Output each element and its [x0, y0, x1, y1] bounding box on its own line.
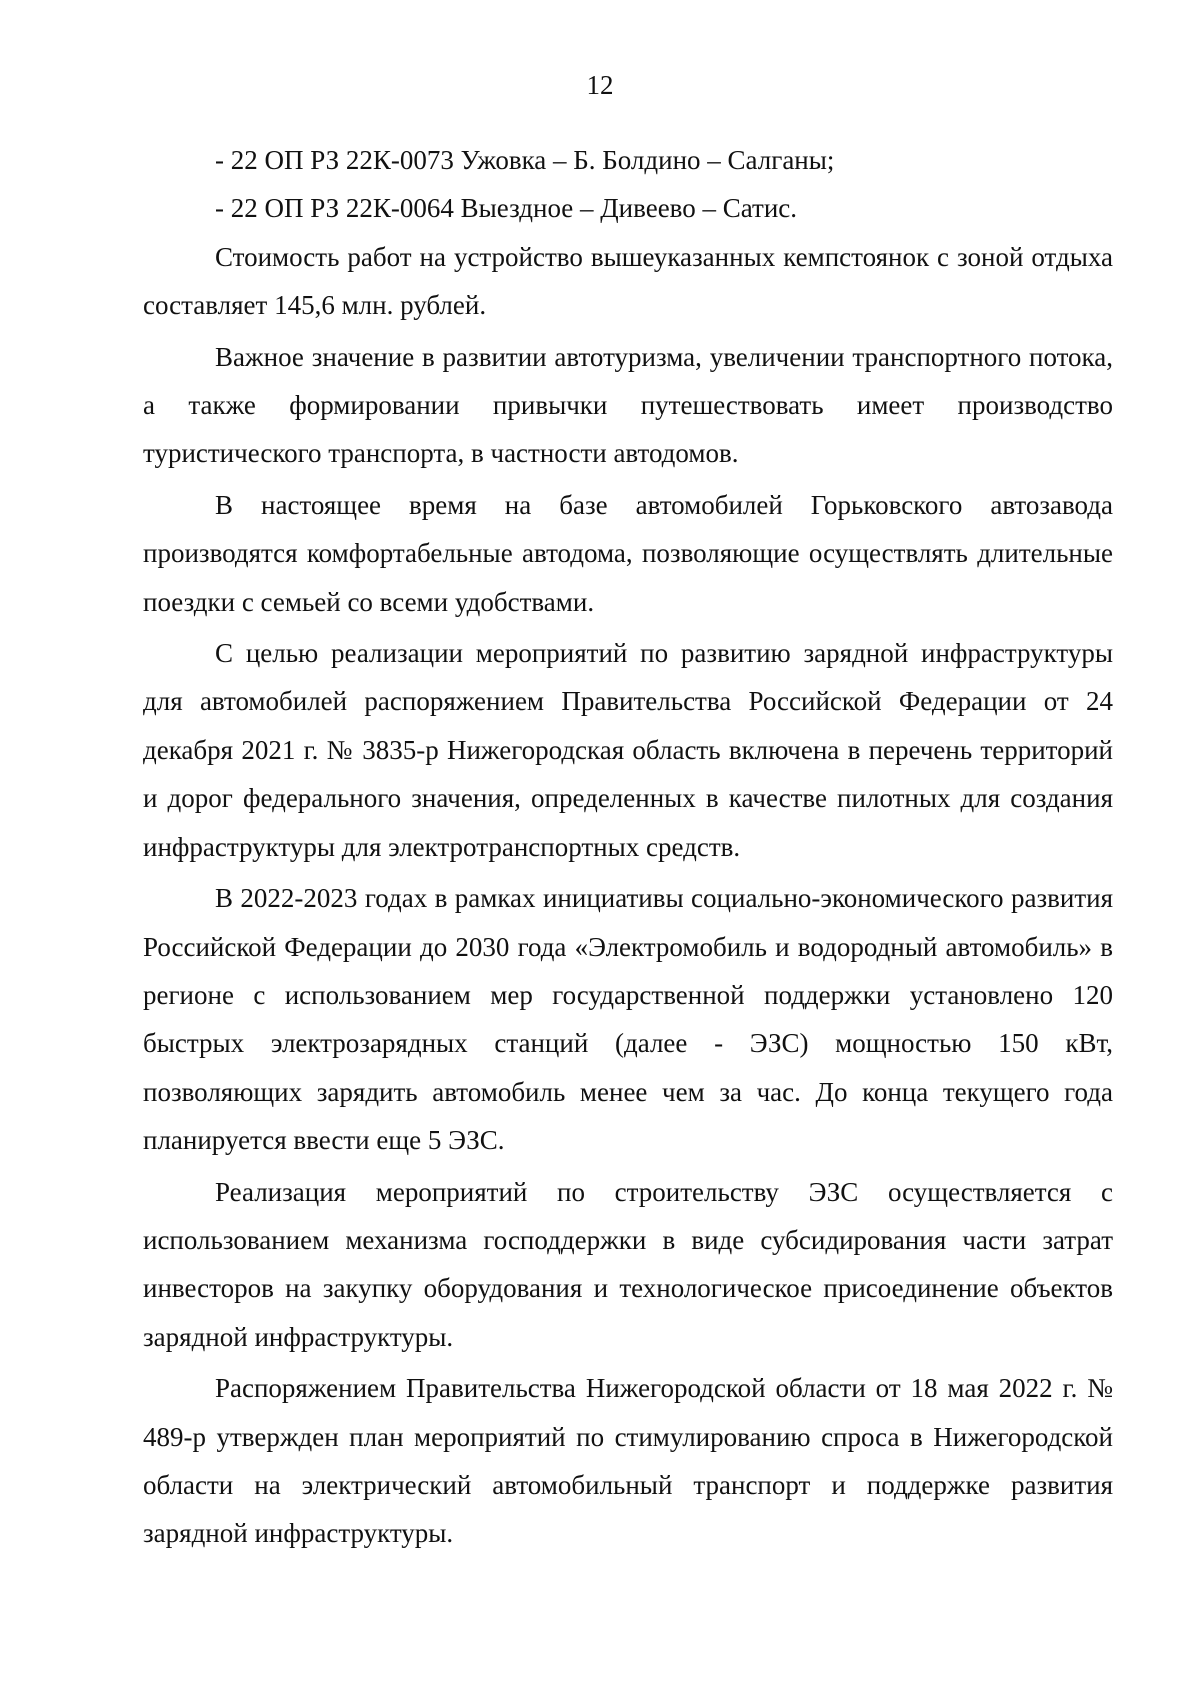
paragraph-campsite-cost: Стоимость работ на устройство вышеуказанных кемпстоянок с зоной отдыха составляет 145,6 млн. рублей. — [143, 241, 1113, 321]
paragraph-state-support: Реализация мероприятий по строительству ЭЗС осуществляется с использованием механизма господдержки в виде субсидирования части затрат инвесторов на закупку оборудования и технологическое присоединение объектов зарядной инфраструктуры. — [143, 1176, 1113, 1352]
document-body — [143, 136, 1113, 1558]
paragraph-autotourism: Важное значение в развитии автотуризма, увеличении транспортного потока, а также формировании привычки путешествовать имеет производство туристического транспорта, в частности автодомов. — [143, 341, 1113, 469]
paragraph-motorhomes: В настоящее время на базе автомобилей Горьковского автозавода производятся комфортабельные автодома, позволяющие осуществлять длительные поездки с семьей со всеми удобствами. — [143, 489, 1113, 617]
page-number: 12 — [586, 70, 614, 100]
road-list-item: - 22 ОП РЗ 22К-0064 Выездное – Дивеево – Сатис. — [215, 193, 798, 224]
road-list-item: - 22 ОП РЗ 22К-0073 Ужовка – Б. Болдино – Салганы; — [215, 145, 835, 175]
paragraph-charging-infrastructure: С целью реализации мероприятий по развитию зарядной инфраструктуры для автомобилей распоряжением Правительства Российской Федерации от 24 декабря 2021 г. № 3835-р Нижегородская область включена в перечень территорий и дорог федерального значения, определенных в качестве пилотных для создания инфраструктуры для электротранспортных средств. — [143, 638, 1113, 862]
paragraph-charging-stations: В 2022-2023 годах в рамках инициативы социально-экономического развития Российской Федерации до 2030 года «Электромобиль и водородный автомобиль» в регионе с использованием мер государственной поддержки установлено 120 быстрых электрозарядных станций (далее - ЭЗС) мощностью 150 кВт, позволяющих зарядить автомобиль менее чем за час. До конца текущего года планируется ввести еще 5 ЭЗС. — [143, 883, 1113, 1156]
paragraph-regional-order: Распоряжением Правительства Нижегородской области от 18 мая 2022 г. № 489-р утвержден план мероприятий по стимулированию спроса в Нижегородской области на электрический автомобильный транспорт и поддержке развития зарядной инфраструктуры. — [143, 1373, 1113, 1549]
